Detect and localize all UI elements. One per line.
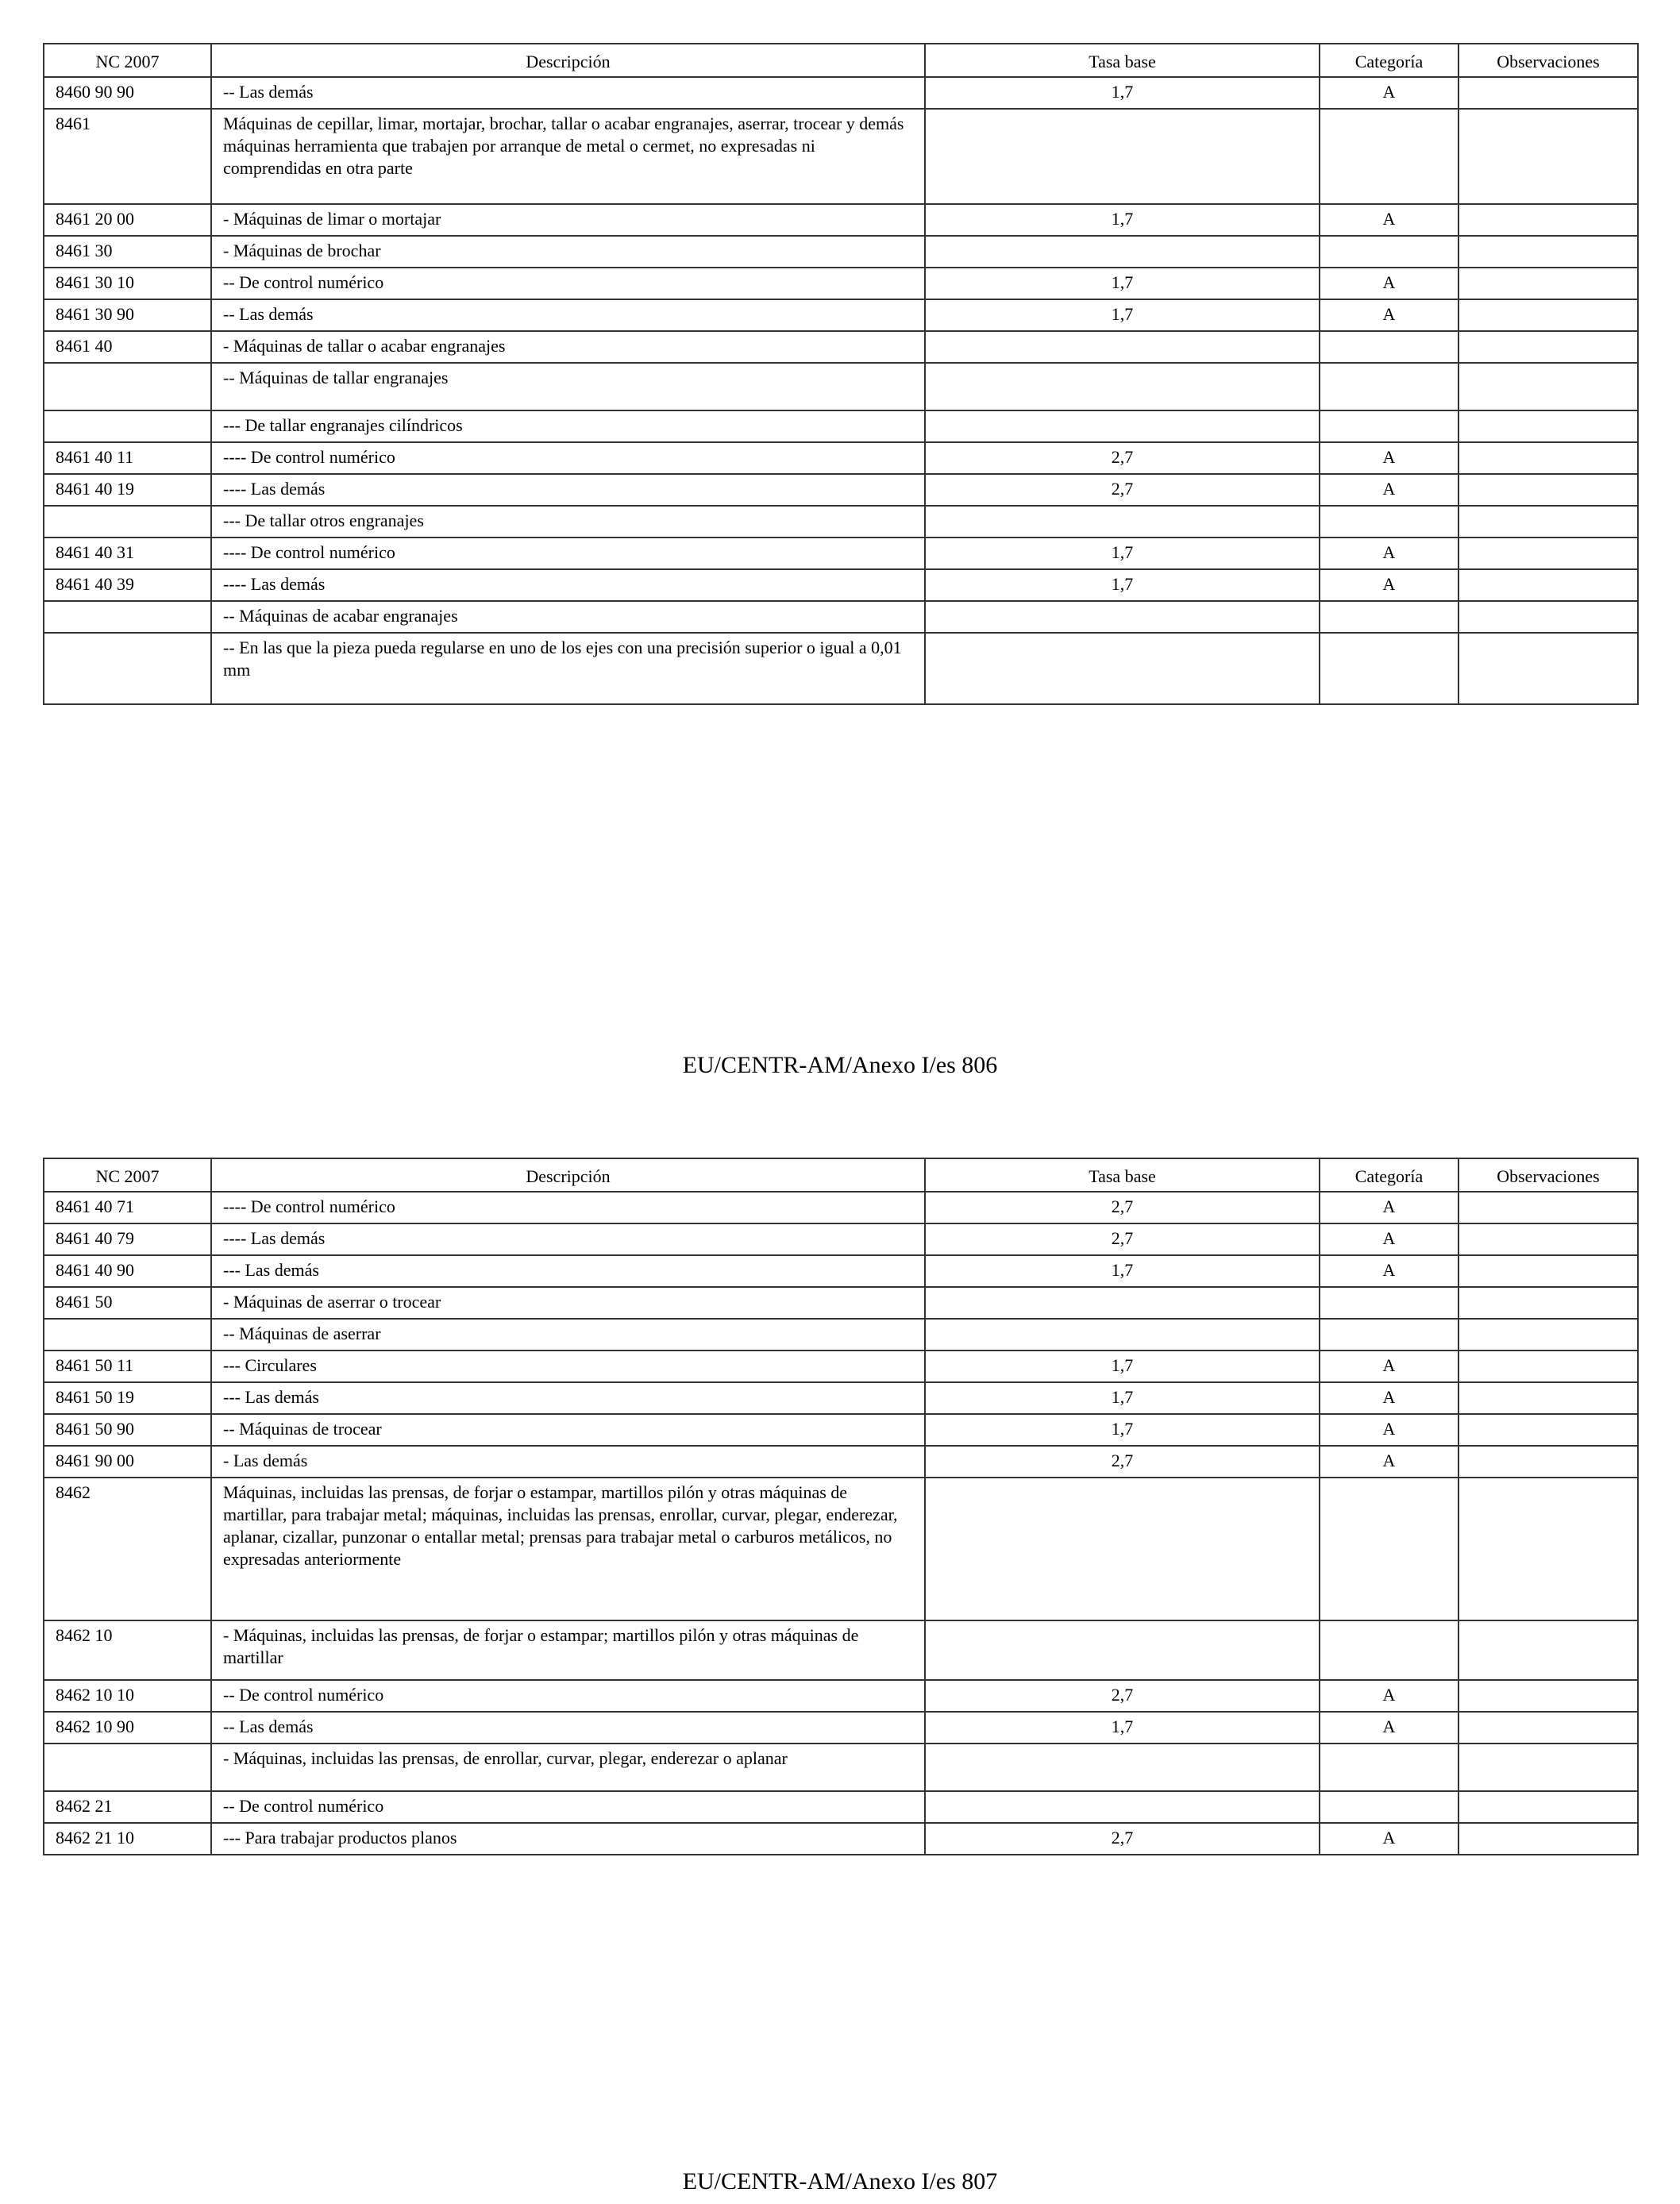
category-cell: A (1320, 77, 1458, 109)
table-row (44, 363, 1638, 410)
observations-cell (1458, 506, 1638, 538)
table-row (44, 1680, 1638, 1712)
observations-cell (1458, 1223, 1638, 1255)
table-row (44, 1620, 1638, 1680)
observations-cell (1458, 1744, 1638, 1791)
rate-cell: 2,7 (925, 1446, 1320, 1478)
nc-cell: 8460 90 90 (44, 77, 211, 109)
table-row (44, 1319, 1638, 1351)
rate-cell: 1,7 (925, 299, 1320, 331)
category-cell: A (1320, 442, 1458, 474)
table-row (44, 1478, 1638, 1620)
header-description: Descripción (211, 1158, 925, 1192)
observations-cell (1458, 1823, 1638, 1855)
nc-cell: 8461 50 19 (44, 1382, 211, 1414)
category-cell (1320, 1744, 1458, 1791)
description-cell: - Máquinas, incluidas las prensas, de forjar o estampar; martillos pilón y otras máquinas de martillar (211, 1620, 925, 1680)
header-category: Categoría (1320, 1158, 1458, 1192)
nc-cell: 8461 50 11 (44, 1351, 211, 1382)
description-cell: ---- Las demás (211, 569, 925, 601)
rate-cell: 1,7 (925, 569, 1320, 601)
table-row (44, 77, 1638, 109)
observations-cell (1458, 331, 1638, 363)
table-row (44, 410, 1638, 442)
nc-cell: 8461 40 90 (44, 1255, 211, 1287)
category-cell (1320, 633, 1458, 704)
nc-cell: 8461 20 00 (44, 204, 211, 236)
category-cell (1320, 601, 1458, 633)
rate-cell (925, 633, 1320, 704)
rate-cell (925, 1744, 1320, 1791)
rate-cell: 1,7 (925, 1351, 1320, 1382)
category-cell (1320, 363, 1458, 410)
table-header-row (44, 44, 1638, 77)
description-cell: -- De control numérico (211, 1680, 925, 1712)
nc-cell: 8462 (44, 1478, 211, 1620)
tariff-table-page-807 (43, 1158, 1639, 1855)
nc-cell: 8461 40 11 (44, 442, 211, 474)
rate-cell (925, 1478, 1320, 1620)
rate-cell: 1,7 (925, 204, 1320, 236)
description-cell: --- Circulares (211, 1351, 925, 1382)
category-cell (1320, 236, 1458, 268)
category-cell (1320, 1620, 1458, 1680)
nc-cell: 8461 40 39 (44, 569, 211, 601)
category-cell: A (1320, 1712, 1458, 1744)
nc-cell: 8461 40 (44, 331, 211, 363)
rate-cell (925, 601, 1320, 633)
description-cell: --- Las demás (211, 1382, 925, 1414)
observations-cell (1458, 1351, 1638, 1382)
category-cell: A (1320, 268, 1458, 299)
description-cell: -- Máquinas de acabar engranajes (211, 601, 925, 633)
table-row (44, 236, 1638, 268)
description-cell: -- Máquinas de aserrar (211, 1319, 925, 1351)
description-cell: ---- Las demás (211, 474, 925, 506)
nc-cell: 8461 50 (44, 1287, 211, 1319)
category-cell: A (1320, 538, 1458, 569)
category-cell (1320, 1319, 1458, 1351)
nc-cell: 8461 40 19 (44, 474, 211, 506)
table-row (44, 1351, 1638, 1382)
rate-cell: 1,7 (925, 77, 1320, 109)
header-observations: Observaciones (1458, 44, 1638, 77)
category-cell (1320, 506, 1458, 538)
description-cell: - Máquinas de brochar (211, 236, 925, 268)
description-cell: ---- De control numérico (211, 538, 925, 569)
nc-cell: 8462 21 (44, 1791, 211, 1823)
category-cell: A (1320, 569, 1458, 601)
rate-cell: 1,7 (925, 538, 1320, 569)
table-row (44, 1823, 1638, 1855)
page-footer: EU/CENTR-AM/Anexo I/es 806 (682, 1052, 998, 1078)
description-cell: - Máquinas de tallar o acabar engranajes (211, 331, 925, 363)
rate-cell: 2,7 (925, 1680, 1320, 1712)
category-cell (1320, 1287, 1458, 1319)
observations-cell (1458, 363, 1638, 410)
table-row (44, 1223, 1638, 1255)
category-cell (1320, 109, 1458, 204)
rate-cell: 2,7 (925, 1223, 1320, 1255)
page-footer: EU/CENTR-AM/Anexo I/es 807 (682, 2168, 998, 2194)
category-cell (1320, 1478, 1458, 1620)
category-cell: A (1320, 1192, 1458, 1223)
description-cell: --- Las demás (211, 1255, 925, 1287)
description-cell: - Máquinas de limar o mortajar (211, 204, 925, 236)
category-cell: A (1320, 1223, 1458, 1255)
rate-cell: 2,7 (925, 474, 1320, 506)
rate-cell: 2,7 (925, 442, 1320, 474)
rate-cell: 1,7 (925, 268, 1320, 299)
observations-cell (1458, 109, 1638, 204)
header-nc: NC 2007 (44, 44, 211, 77)
nc-cell: 8462 10 10 (44, 1680, 211, 1712)
table-row (44, 1744, 1638, 1791)
observations-cell (1458, 601, 1638, 633)
table-row (44, 1791, 1638, 1823)
observations-cell (1458, 633, 1638, 704)
header-rate: Tasa base (925, 1158, 1320, 1192)
table-row (44, 299, 1638, 331)
description-cell: Máquinas de cepillar, limar, mortajar, brochar, tallar o acabar engranajes, aserrar, trocear y demás máquinas herramienta que trabajen por arranque de metal o cermet, no expresadas ni comprendidas en otra parte (211, 109, 925, 204)
nc-cell: 8462 10 90 (44, 1712, 211, 1744)
table-row (44, 109, 1638, 204)
description-cell: -- Máquinas de trocear (211, 1414, 925, 1446)
header-nc: NC 2007 (44, 1158, 211, 1192)
nc-cell: 8461 30 (44, 236, 211, 268)
rate-cell (925, 363, 1320, 410)
description-cell: --- De tallar engranajes cilíndricos (211, 410, 925, 442)
observations-cell (1458, 1287, 1638, 1319)
rate-cell (925, 1791, 1320, 1823)
observations-cell (1458, 236, 1638, 268)
nc-cell: 8461 50 90 (44, 1414, 211, 1446)
category-cell: A (1320, 1414, 1458, 1446)
table-row (44, 1287, 1638, 1319)
table-row (44, 633, 1638, 704)
observations-cell (1458, 442, 1638, 474)
nc-cell: 8461 30 10 (44, 268, 211, 299)
table-row (44, 538, 1638, 569)
category-cell: A (1320, 1823, 1458, 1855)
nc-cell: 8462 21 10 (44, 1823, 211, 1855)
rate-cell (925, 109, 1320, 204)
category-cell (1320, 410, 1458, 442)
description-cell: -- De control numérico (211, 268, 925, 299)
description-cell: -- En las que la pieza pueda regularse en uno de los ejes con una precisión superior o igual a 0,01 mm (211, 633, 925, 704)
table-row (44, 268, 1638, 299)
observations-cell (1458, 1791, 1638, 1823)
observations-cell (1458, 1382, 1638, 1414)
description-cell: --- De tallar otros engranajes (211, 506, 925, 538)
rate-cell (925, 236, 1320, 268)
table-row (44, 1712, 1638, 1744)
observations-cell (1458, 299, 1638, 331)
rate-cell: 2,7 (925, 1823, 1320, 1855)
description-cell: ---- De control numérico (211, 1192, 925, 1223)
table-header-row (44, 1158, 1638, 1192)
observations-cell (1458, 1414, 1638, 1446)
nc-cell: 8461 40 79 (44, 1223, 211, 1255)
header-observations: Observaciones (1458, 1158, 1638, 1192)
category-cell: A (1320, 1255, 1458, 1287)
header-description: Descripción (211, 44, 925, 77)
observations-cell (1458, 569, 1638, 601)
description-cell: -- Las demás (211, 1712, 925, 1744)
observations-cell (1458, 204, 1638, 236)
observations-cell (1458, 77, 1638, 109)
table-row (44, 1255, 1638, 1287)
description-cell: --- Para trabajar productos planos (211, 1823, 925, 1855)
description-cell: -- Las demás (211, 77, 925, 109)
table-row (44, 331, 1638, 363)
description-cell: - Máquinas, incluidas las prensas, de enrollar, curvar, plegar, enderezar o aplanar (211, 1744, 925, 1791)
rate-cell: 1,7 (925, 1414, 1320, 1446)
observations-cell (1458, 410, 1638, 442)
nc-cell (44, 601, 211, 633)
category-cell: A (1320, 1382, 1458, 1414)
table-row (44, 204, 1638, 236)
description-cell: Máquinas, incluidas las prensas, de forjar o estampar, martillos pilón y otras máquinas de martillar, para trabajar metal; máquinas, incluidas las prensas, enrollar, curvar, plegar, enderezar, aplanar, cizallar, punzonar o entallar metal; prensas para trabajar metal o carburos metálicos, no expresadas anteriormente (211, 1478, 925, 1620)
rate-cell (925, 1620, 1320, 1680)
nc-cell: 8461 40 71 (44, 1192, 211, 1223)
nc-cell: 8461 90 00 (44, 1446, 211, 1478)
category-cell: A (1320, 474, 1458, 506)
observations-cell (1458, 1680, 1638, 1712)
description-cell: ---- Las demás (211, 1223, 925, 1255)
table-row (44, 1382, 1638, 1414)
table-row (44, 569, 1638, 601)
table-row (44, 1446, 1638, 1478)
nc-cell: 8461 (44, 109, 211, 204)
nc-cell (44, 1744, 211, 1791)
category-cell: A (1320, 1351, 1458, 1382)
observations-cell (1458, 1712, 1638, 1744)
category-cell (1320, 331, 1458, 363)
category-cell: A (1320, 1680, 1458, 1712)
nc-cell: 8462 10 (44, 1620, 211, 1680)
description-cell: -- Las demás (211, 299, 925, 331)
observations-cell (1458, 1192, 1638, 1223)
observations-cell (1458, 1620, 1638, 1680)
table-row (44, 474, 1638, 506)
table-body (44, 77, 1638, 704)
nc-cell (44, 633, 211, 704)
observations-cell (1458, 474, 1638, 506)
observations-cell (1458, 1319, 1638, 1351)
tariff-table-page-806 (43, 43, 1639, 705)
table-row (44, 442, 1638, 474)
nc-cell (44, 410, 211, 442)
rate-cell: 1,7 (925, 1255, 1320, 1287)
nc-cell (44, 506, 211, 538)
rate-cell: 2,7 (925, 1192, 1320, 1223)
category-cell (1320, 1791, 1458, 1823)
rate-cell (925, 506, 1320, 538)
table-row (44, 1192, 1638, 1223)
table-body (44, 1192, 1638, 1855)
description-cell: - Las demás (211, 1446, 925, 1478)
rate-cell (925, 410, 1320, 442)
category-cell: A (1320, 299, 1458, 331)
rate-cell (925, 1319, 1320, 1351)
observations-cell (1458, 538, 1638, 569)
rate-cell: 1,7 (925, 1382, 1320, 1414)
nc-cell: 8461 30 90 (44, 299, 211, 331)
description-cell: - Máquinas de aserrar o trocear (211, 1287, 925, 1319)
description-cell: -- De control numérico (211, 1791, 925, 1823)
table-row (44, 506, 1638, 538)
observations-cell (1458, 1255, 1638, 1287)
description-cell: -- Máquinas de tallar engranajes (211, 363, 925, 410)
nc-cell (44, 363, 211, 410)
category-cell: A (1320, 1446, 1458, 1478)
table-row (44, 1414, 1638, 1446)
rate-cell (925, 1287, 1320, 1319)
header-rate: Tasa base (925, 44, 1320, 77)
rate-cell: 1,7 (925, 1712, 1320, 1744)
nc-cell (44, 1319, 211, 1351)
rate-cell (925, 331, 1320, 363)
header-category: Categoría (1320, 44, 1458, 77)
nc-cell: 8461 40 31 (44, 538, 211, 569)
description-cell: ---- De control numérico (211, 442, 925, 474)
category-cell: A (1320, 204, 1458, 236)
observations-cell (1458, 1446, 1638, 1478)
observations-cell (1458, 268, 1638, 299)
observations-cell (1458, 1478, 1638, 1620)
table-row (44, 601, 1638, 633)
